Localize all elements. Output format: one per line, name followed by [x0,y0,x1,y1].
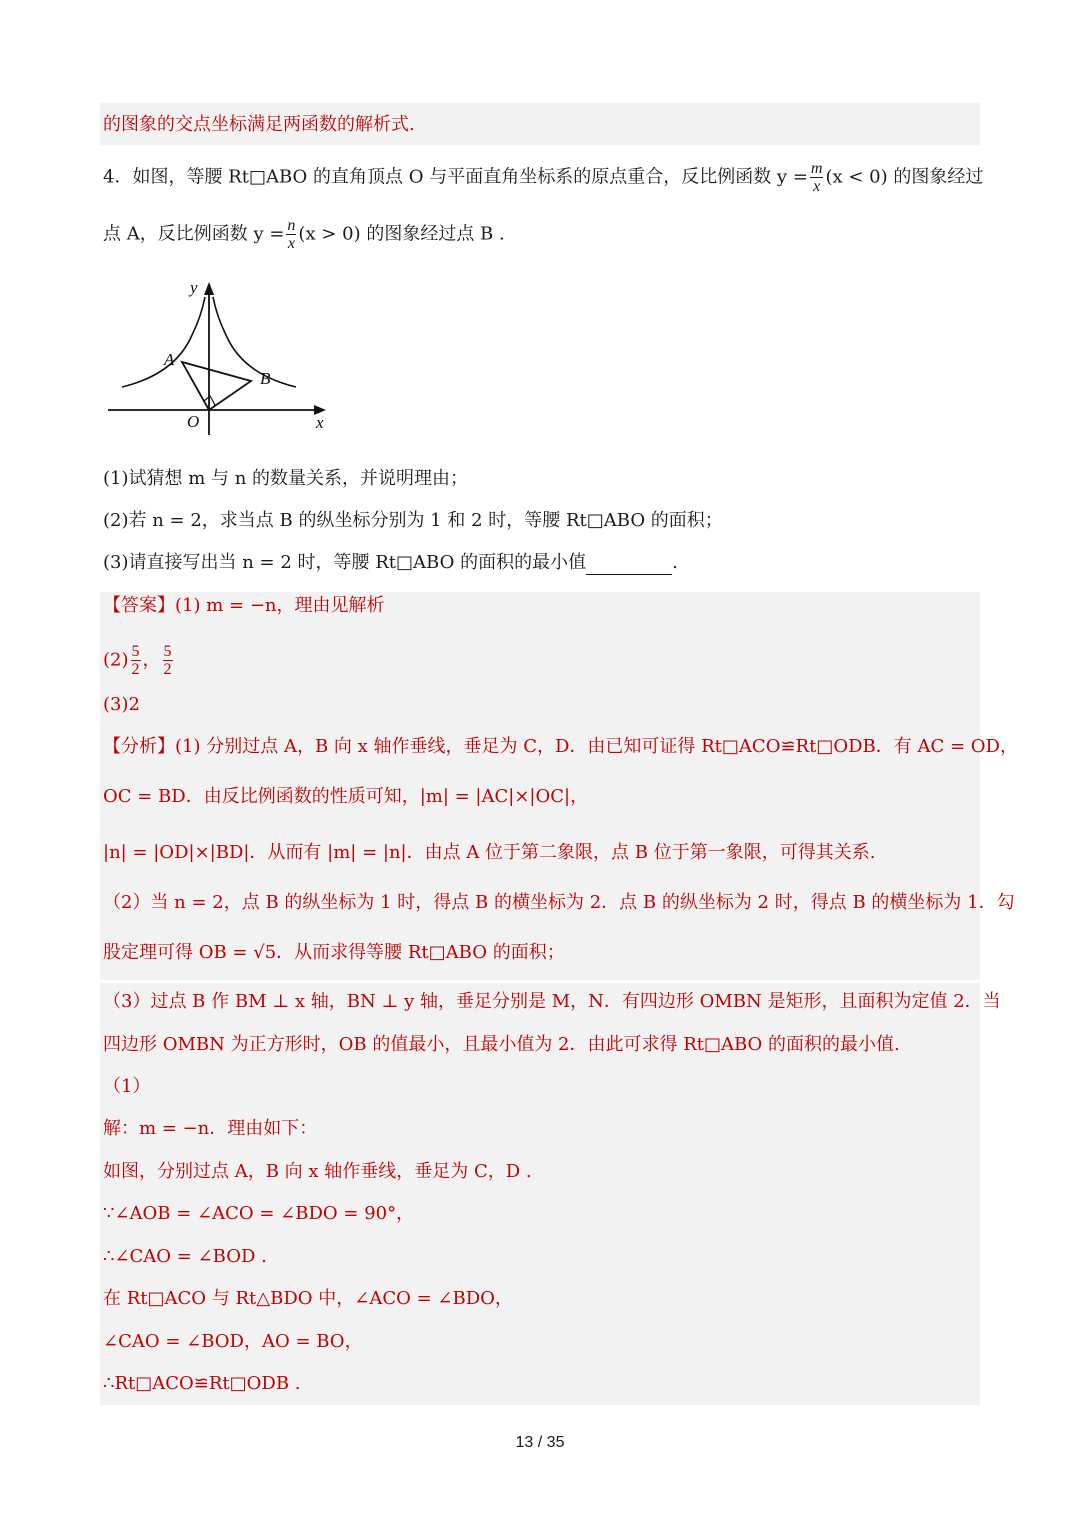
answer-blank [586,556,672,575]
fraction-n-over-x: $\frac{n}{x}$ [287,217,296,252]
answer-3: (3)2 [103,694,140,715]
question-3 [103,551,678,575]
triangle-abo [182,362,251,410]
coordinate-figure [100,275,340,440]
problem-line-1-pre: 4．如图，等腰 Rt□ABO 的直角顶点 O 与平面直角坐标系的原点重合，反比例函数 y = [103,166,808,188]
solution-line-7: ∴Rt□ACO≌Rt□ODB . [103,1373,301,1394]
analysis-line-5: 股定理可得 OB = √5．从而求得等腰 Rt□ABO 的面积； [103,942,565,963]
fraction-five-halves-1: $\frac{5}{2}$ [131,643,140,678]
label-x: x [316,413,324,432]
answer-label: 【答案】 [103,595,175,616]
problem-line-2 [103,217,505,252]
analysis-line-1 [103,735,1018,759]
problem-line-1-post: (x < 0) 的图象经过 [825,166,984,188]
label-B: B [260,369,271,388]
analysis-text-1: (1) 分别过点 A，B 向 x 轴作垂线，垂足为 C，D．由已知可证得 Rt□ACO≌Rt□ODB．有 AC = OD， [175,736,1018,757]
intro-tail-text: 的图象的交点坐标满足两函数的解析式. [103,114,415,135]
answer-line-1 [103,594,385,618]
solution-line-5: 在 Rt□ACO 与 Rt△BDO 中，∠ACO = ∠BDO， [103,1288,513,1309]
fraction-m-over-x: $\frac{m}{x}$ [810,160,823,195]
solution-line-3: ∵∠AOB = ∠ACO = ∠BDO = 90°， [103,1203,415,1224]
solution-line-1: 解：m = −n．理由如下： [103,1118,318,1139]
solution-line-6: ∠CAO = ∠BOD，AO = BO， [103,1331,363,1352]
answer-1: (1) m = −n，理由见解析 [175,595,385,616]
question-1: (1)试猜想 m 与 n 的数量关系，并说明理由； [103,468,469,489]
answer-2-separator: ， [142,649,161,671]
analysis-line-2: OC = BD．由反比例函数的性质可知，|m| = |AC|×|OC|， [103,786,589,807]
label-y: y [190,278,198,297]
problem-line-2-post: (x > 0) 的图象经过点 B . [298,223,505,245]
question-2: (2)若 n = 2，求当点 B 的纵坐标分别为 1 和 2 时，等腰 Rt□ABO 的面积； [103,510,723,531]
analysis-line-4: （2）当 n = 2，点 B 的纵坐标为 1 时，得点 B 的横坐标为 2．点 B 的纵坐标为 2 时，得点 B 的横坐标为 1．勾 [103,892,1015,913]
answer-2-pre: (2) [103,649,129,671]
label-O: O [187,412,200,431]
question-3-end: . [672,552,678,573]
label-A: A [164,350,175,369]
page-number: 13 / 35 [515,1434,565,1451]
analysis-label: 【分析】 [103,736,175,757]
y-axis-arrow [204,282,214,295]
question-3-text: (3)请直接写出当 n = 2 时，等腰 Rt□ABO 的面积的最小值 [103,552,587,573]
solution-line-4: ∴∠CAO = ∠BOD . [103,1246,267,1267]
curve-left [122,297,205,387]
solution-line-0: （1） [103,1076,151,1097]
answer-line-2 [103,643,175,678]
solution-line-2: 如图，分别过点 A，B 向 x 轴作垂线，垂足为 C，D . [103,1161,532,1182]
fraction-five-halves-2: $\frac{5}{2}$ [163,643,172,678]
problem-line-2-pre: 点 A，反比例函数 y = [103,223,285,245]
analysis-line-6: （3）过点 B 作 BM ⊥ x 轴，BN ⊥ y 轴，垂足分别是 M，N．有四边形 OMBN 是矩形，且面积为定值 2．当 [103,991,1001,1012]
problem-line-1 [103,160,983,195]
analysis-line-3: |n| = |OD|×|BD|．从而有 |m| = |n|．由点 A 位于第二象限，点 B 位于第一象限，可得其关系. [103,842,876,863]
analysis-line-7: 四边形 OMBN 为正方形时，OB 的值最小，且最小值为 2．由此可求得 Rt□ABO 的面积的最小值. [103,1034,900,1055]
